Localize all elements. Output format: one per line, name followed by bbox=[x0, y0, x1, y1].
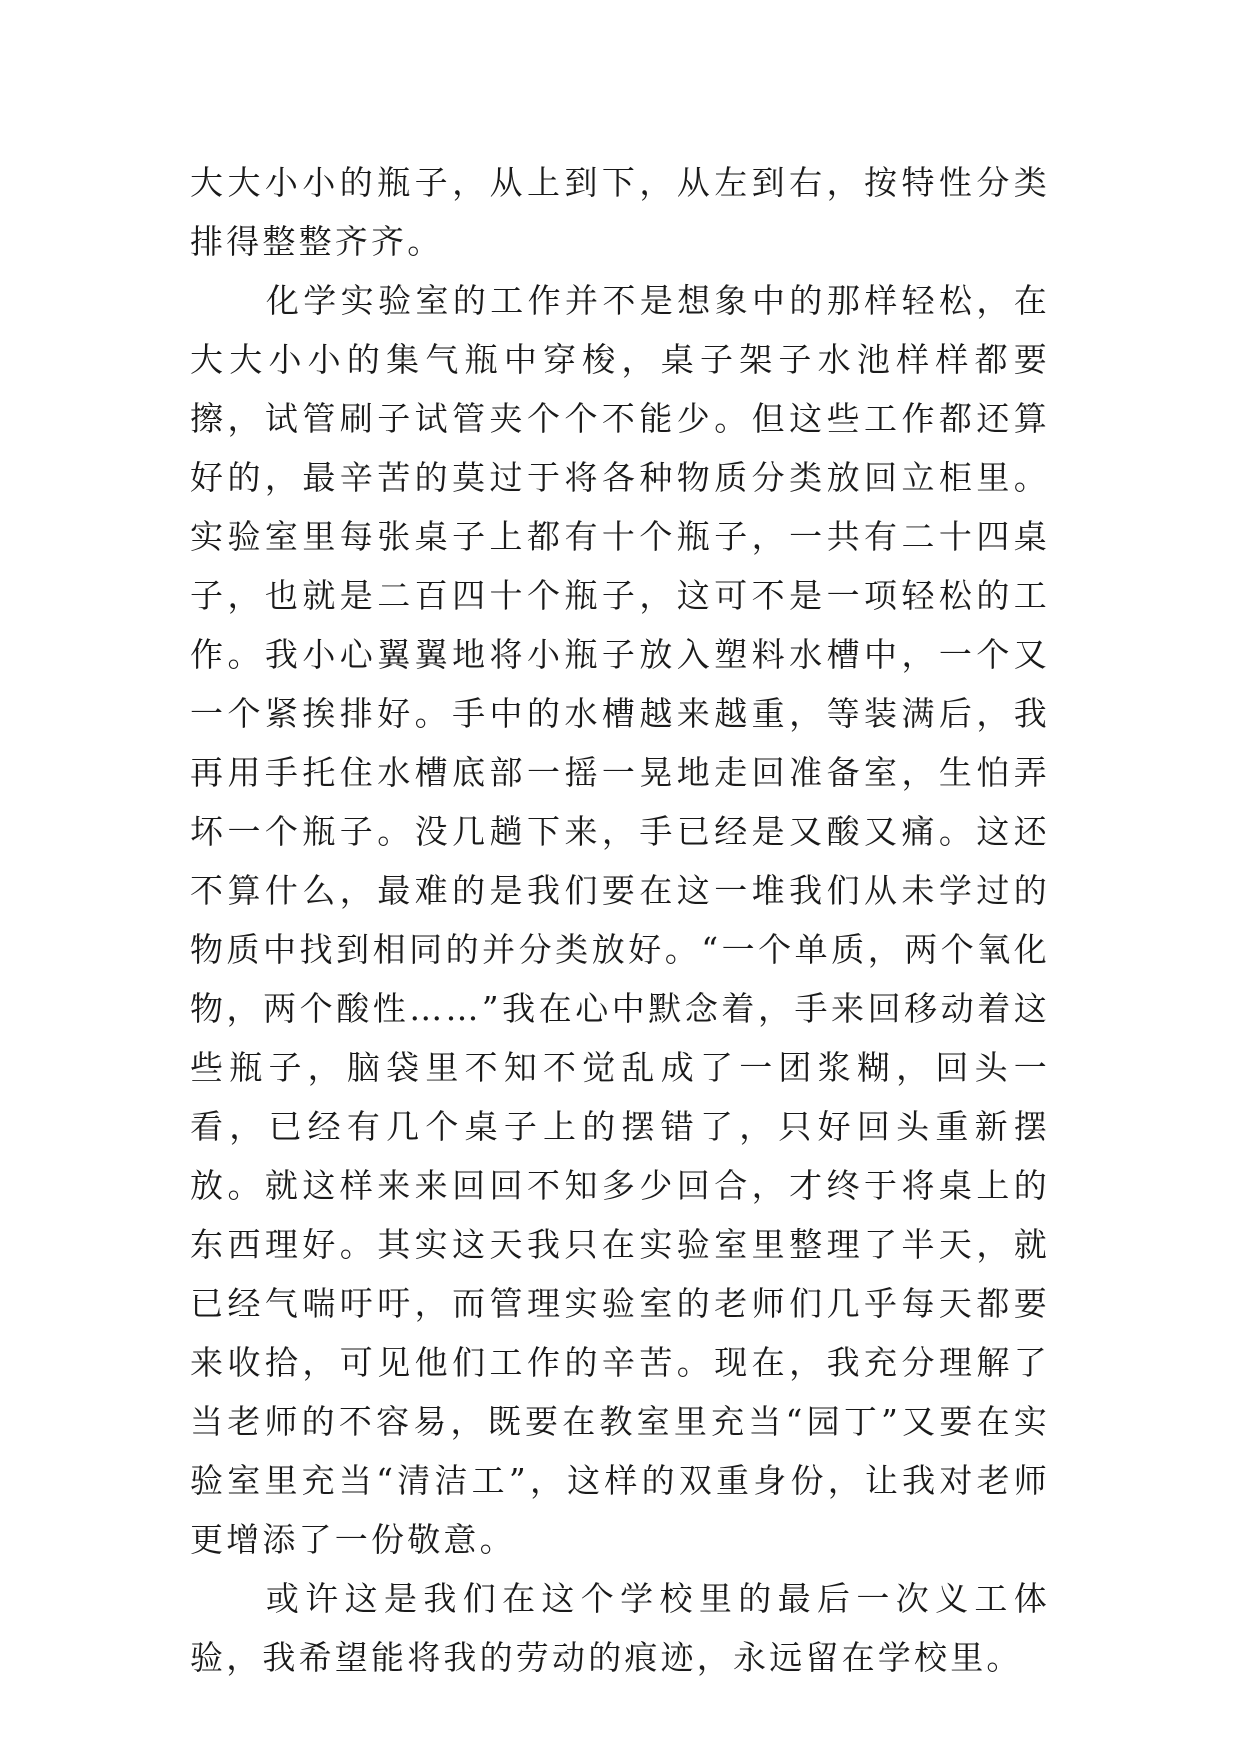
paragraph-2: 化学实验室的工作并不是想象中的那样轻松，在大大小小的集气瓶中穿梭，桌子架子水池样样都要擦，试管刷子试管夹个个不能少。但这些工作都还算好的，最辛苦的莫过于将各种物质分类放回立柜里。实验室里每张桌子上都有十个瓶子，一共有二十四桌子，也就是二百四十个瓶子，这可不是一项轻松的工作。我小心翼翼地将小瓶子放入塑料水槽中，一个又一个紧挨排好。手中的水槽越来越重，等装满后，我再用手托住水槽底部一摇一晃地走回准备室，生怕弄坏一个瓶子。没几趟下来，手已经是又酸又痛。这还不算什么，最难的是我们要在这一堆我们从未学过的物质中找到相同的并分类放好。“一个单质，两个氧化物，两个酸性……”我在心中默念着，手来回移动着这些瓶子，脑袋里不知不觉乱成了一团浆糊，回头一看，已经有几个桌子上的摆错了，只好回头重新摆放。就这样来来回回不知多少回合，才终于将桌上的东西理好。其实这天我只在实验室里整理了半天，就已经气喘吁吁，而管理实验室的老师们几乎每天都要来收拾，可见他们工作的辛苦。现在，我充分理解了当老师的不容易，既要在教室里充当“园丁”又要在实验室里充当“清洁工”，这样的双重身份，让我对老师更增添了一份敬意。 bbox=[190, 281, 1050, 1559]
paragraph-3: 或许这是我们在这个学校里的最后一次义工体验，我希望能将我的劳动的痕迹，永远留在学校里。 bbox=[190, 1579, 1050, 1677]
paragraph-1: 大大小小的瓶子，从上到下，从左到右，按特性分类排得整整齐齐。 bbox=[190, 163, 1050, 261]
document-body bbox=[190, 153, 1050, 1687]
